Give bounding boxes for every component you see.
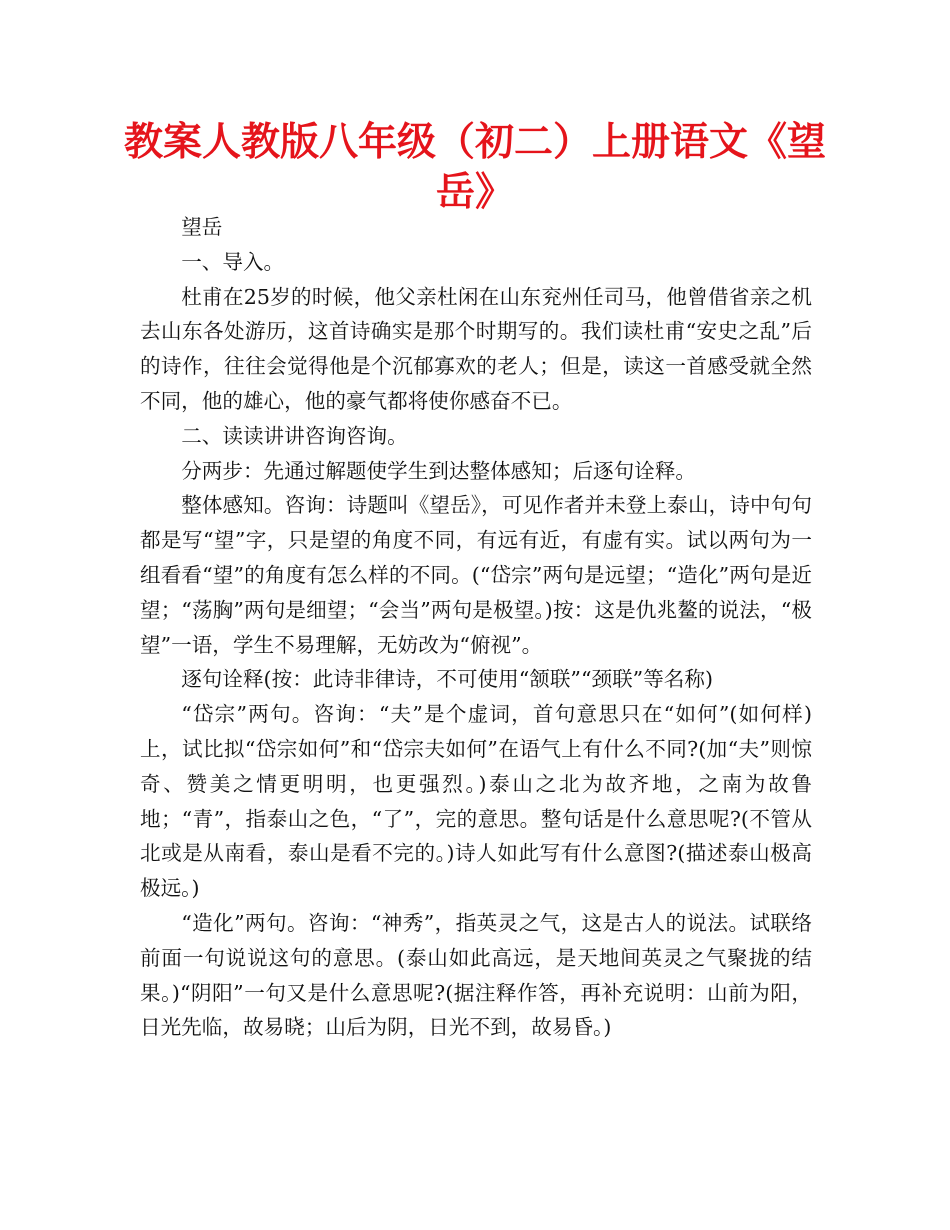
section-heading-reading: 二、读读讲讲咨询咨询。 xyxy=(181,423,408,448)
section-heading-poem: 望岳 xyxy=(181,215,223,239)
paragraph-overall: 整体感知。咨询：诗题叫《望岳》，可见作者并未登上泰山，诗中句句都是写“望”字，只是望的角度不同，有远有近，有虚有实。试以两句为一组看看“望”的角度有怎么样的不同。(“岱宗”两句是远望；“造化”两句是近望；“荡胸”两句是细望；“会当”两句是极望。)按：这是仇兆鳌的说法，“极望”一语，学生不易理解，无妨改为“俯视”。 xyxy=(140,493,812,657)
paragraph-line-by-line-heading: 逐句诠释(按：此诗非律诗，不可使用“颔联”“颈联”等名称) xyxy=(181,667,714,692)
paragraph-steps: 分两步：先通过解题使学生到达整体感知；后逐句诠释。 xyxy=(181,458,697,483)
document-title: 教案人教版八年级（初二）上册语文《望岳》 xyxy=(123,120,826,215)
document-body xyxy=(140,210,812,1045)
paragraph-daizong: “岱宗”两句。咨询：“夫”是个虚词，首句意思只在“如何”(如何样)上，试比拟“岱宗如何”和“岱宗夫如何”在语气上有什么不同?(加“夫”则惊奇、赞美之情更明明，也更强烈。)泰山之北为故齐地，之南为故鲁地；“青”，指泰山之色，“了”，完的意思。整句话是什么意思呢?(不管从北或是从南看，泰山是看不完的。)诗人如此写有什么意图?(描述泰山极高极远。) xyxy=(140,702,812,901)
section-heading-intro: 一、导入。 xyxy=(181,249,285,274)
paragraph-zaohua: “造化”两句。咨询：“神秀”，指英灵之气，这是古人的说法。试联络前面一句说说这句的意思。(泰山如此高远，是天地间英灵之气聚拢的结果。)“阴阳”一句又是什么意思呢?(据注释作答，再补充说明：山前为阳，日光先临，故易晓；山后为阴，日光不到，故易昏。) xyxy=(140,910,812,1040)
paragraph-intro: 杜甫在25岁的时候，他父亲杜闲在山东兖州任司马，他曾借省亲之机去山东各处游历，这首诗确实是那个时期写的。我们读杜甫“安史之乱”后的诗作，往往会觉得他是个沉郁寡欢的老人；但是，读这一首感受就全然不同，他的雄心，他的豪气都将使你感奋不已。 xyxy=(140,284,812,413)
